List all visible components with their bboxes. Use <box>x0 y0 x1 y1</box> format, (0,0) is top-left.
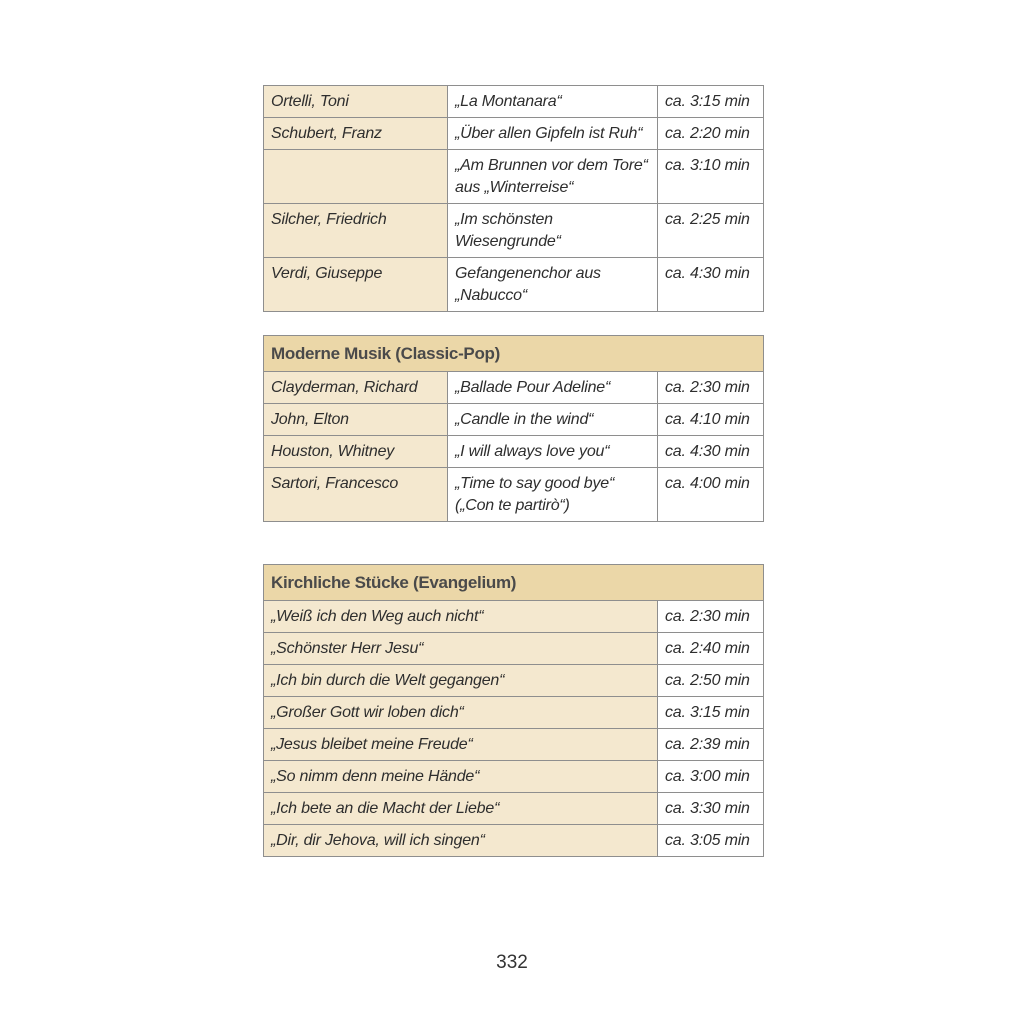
piece-cell: „So nimm denn meine Hände“ <box>264 761 658 793</box>
piece-cell: „Candle in the wind“ <box>448 404 658 436</box>
church-pieces-table <box>263 564 764 857</box>
section-heading: Moderne Musik (Classic-Pop) <box>264 336 764 372</box>
table-heading-row <box>264 336 764 372</box>
piece-cell: „I will always love you“ <box>448 436 658 468</box>
composer-cell: Houston, Whitney <box>264 436 448 468</box>
table-row <box>264 436 764 468</box>
piece-cell: „Am Brunnen vor dem Tore“ aus „Winterreise“ <box>448 150 658 204</box>
composer-cell: Verdi, Giuseppe <box>264 258 448 312</box>
duration-cell: ca. 2:50 min <box>658 665 764 697</box>
composer-cell: Silcher, Friedrich <box>264 204 448 258</box>
table-row <box>264 665 764 697</box>
composer-cell: John, Elton <box>264 404 448 436</box>
piece-cell: „Über allen Gipfeln ist Ruh“ <box>448 118 658 150</box>
table-row <box>264 761 764 793</box>
piece-cell: „Ich bin durch die Welt gegangen“ <box>264 665 658 697</box>
duration-cell: ca. 3:05 min <box>658 825 764 857</box>
table-row <box>264 118 764 150</box>
piece-cell: „Ich bete an die Macht der Liebe“ <box>264 793 658 825</box>
table-row <box>264 150 764 204</box>
duration-cell: ca. 3:15 min <box>658 697 764 729</box>
duration-cell: ca. 3:10 min <box>658 150 764 204</box>
classical-pieces-table <box>263 85 764 312</box>
composer-cell <box>264 150 448 204</box>
piece-cell: „Dir, dir Jehova, will ich singen“ <box>264 825 658 857</box>
table-row <box>264 404 764 436</box>
table-row <box>264 468 764 522</box>
duration-cell: ca. 3:30 min <box>658 793 764 825</box>
modern-music-table <box>263 335 764 522</box>
section-heading: Kirchliche Stücke (Evangelium) <box>264 565 764 601</box>
piece-cell: „Großer Gott wir loben dich“ <box>264 697 658 729</box>
piece-cell: „Ballade Pour Adeline“ <box>448 372 658 404</box>
piece-cell: „Jesus bleibet meine Freude“ <box>264 729 658 761</box>
piece-cell: Gefangenenchor aus „Nabucco“ <box>448 258 658 312</box>
duration-cell: ca. 4:10 min <box>658 404 764 436</box>
composer-cell: Sartori, Francesco <box>264 468 448 522</box>
duration-cell: ca. 2:39 min <box>658 729 764 761</box>
table-row <box>264 204 764 258</box>
composer-cell: Clayderman, Richard <box>264 372 448 404</box>
duration-cell: ca. 2:30 min <box>658 601 764 633</box>
duration-cell: ca. 3:15 min <box>658 86 764 118</box>
composer-cell: Ortelli, Toni <box>264 86 448 118</box>
table-row <box>264 793 764 825</box>
table-row <box>264 633 764 665</box>
duration-cell: ca. 2:40 min <box>658 633 764 665</box>
table-row <box>264 372 764 404</box>
piece-cell: „La Montanara“ <box>448 86 658 118</box>
table-heading-row <box>264 565 764 601</box>
page-number: 332 <box>496 952 528 973</box>
piece-cell: „Weiß ich den Weg auch nicht“ <box>264 601 658 633</box>
duration-cell: ca. 4:30 min <box>658 436 764 468</box>
table-row <box>264 729 764 761</box>
table-row <box>264 601 764 633</box>
table-row <box>264 86 764 118</box>
duration-cell: ca. 2:25 min <box>658 204 764 258</box>
duration-cell: ca. 3:00 min <box>658 761 764 793</box>
piece-cell: „Im schönsten Wiesengrunde“ <box>448 204 658 258</box>
piece-cell: „Time to say good bye“ („Con te partirò“) <box>448 468 658 522</box>
duration-cell: ca. 4:00 min <box>658 468 764 522</box>
duration-cell: ca. 2:20 min <box>658 118 764 150</box>
composer-cell: Schubert, Franz <box>264 118 448 150</box>
table-row <box>264 825 764 857</box>
piece-cell: „Schönster Herr Jesu“ <box>264 633 658 665</box>
table-row <box>264 697 764 729</box>
table-row <box>264 258 764 312</box>
duration-cell: ca. 2:30 min <box>658 372 764 404</box>
duration-cell: ca. 4:30 min <box>658 258 764 312</box>
